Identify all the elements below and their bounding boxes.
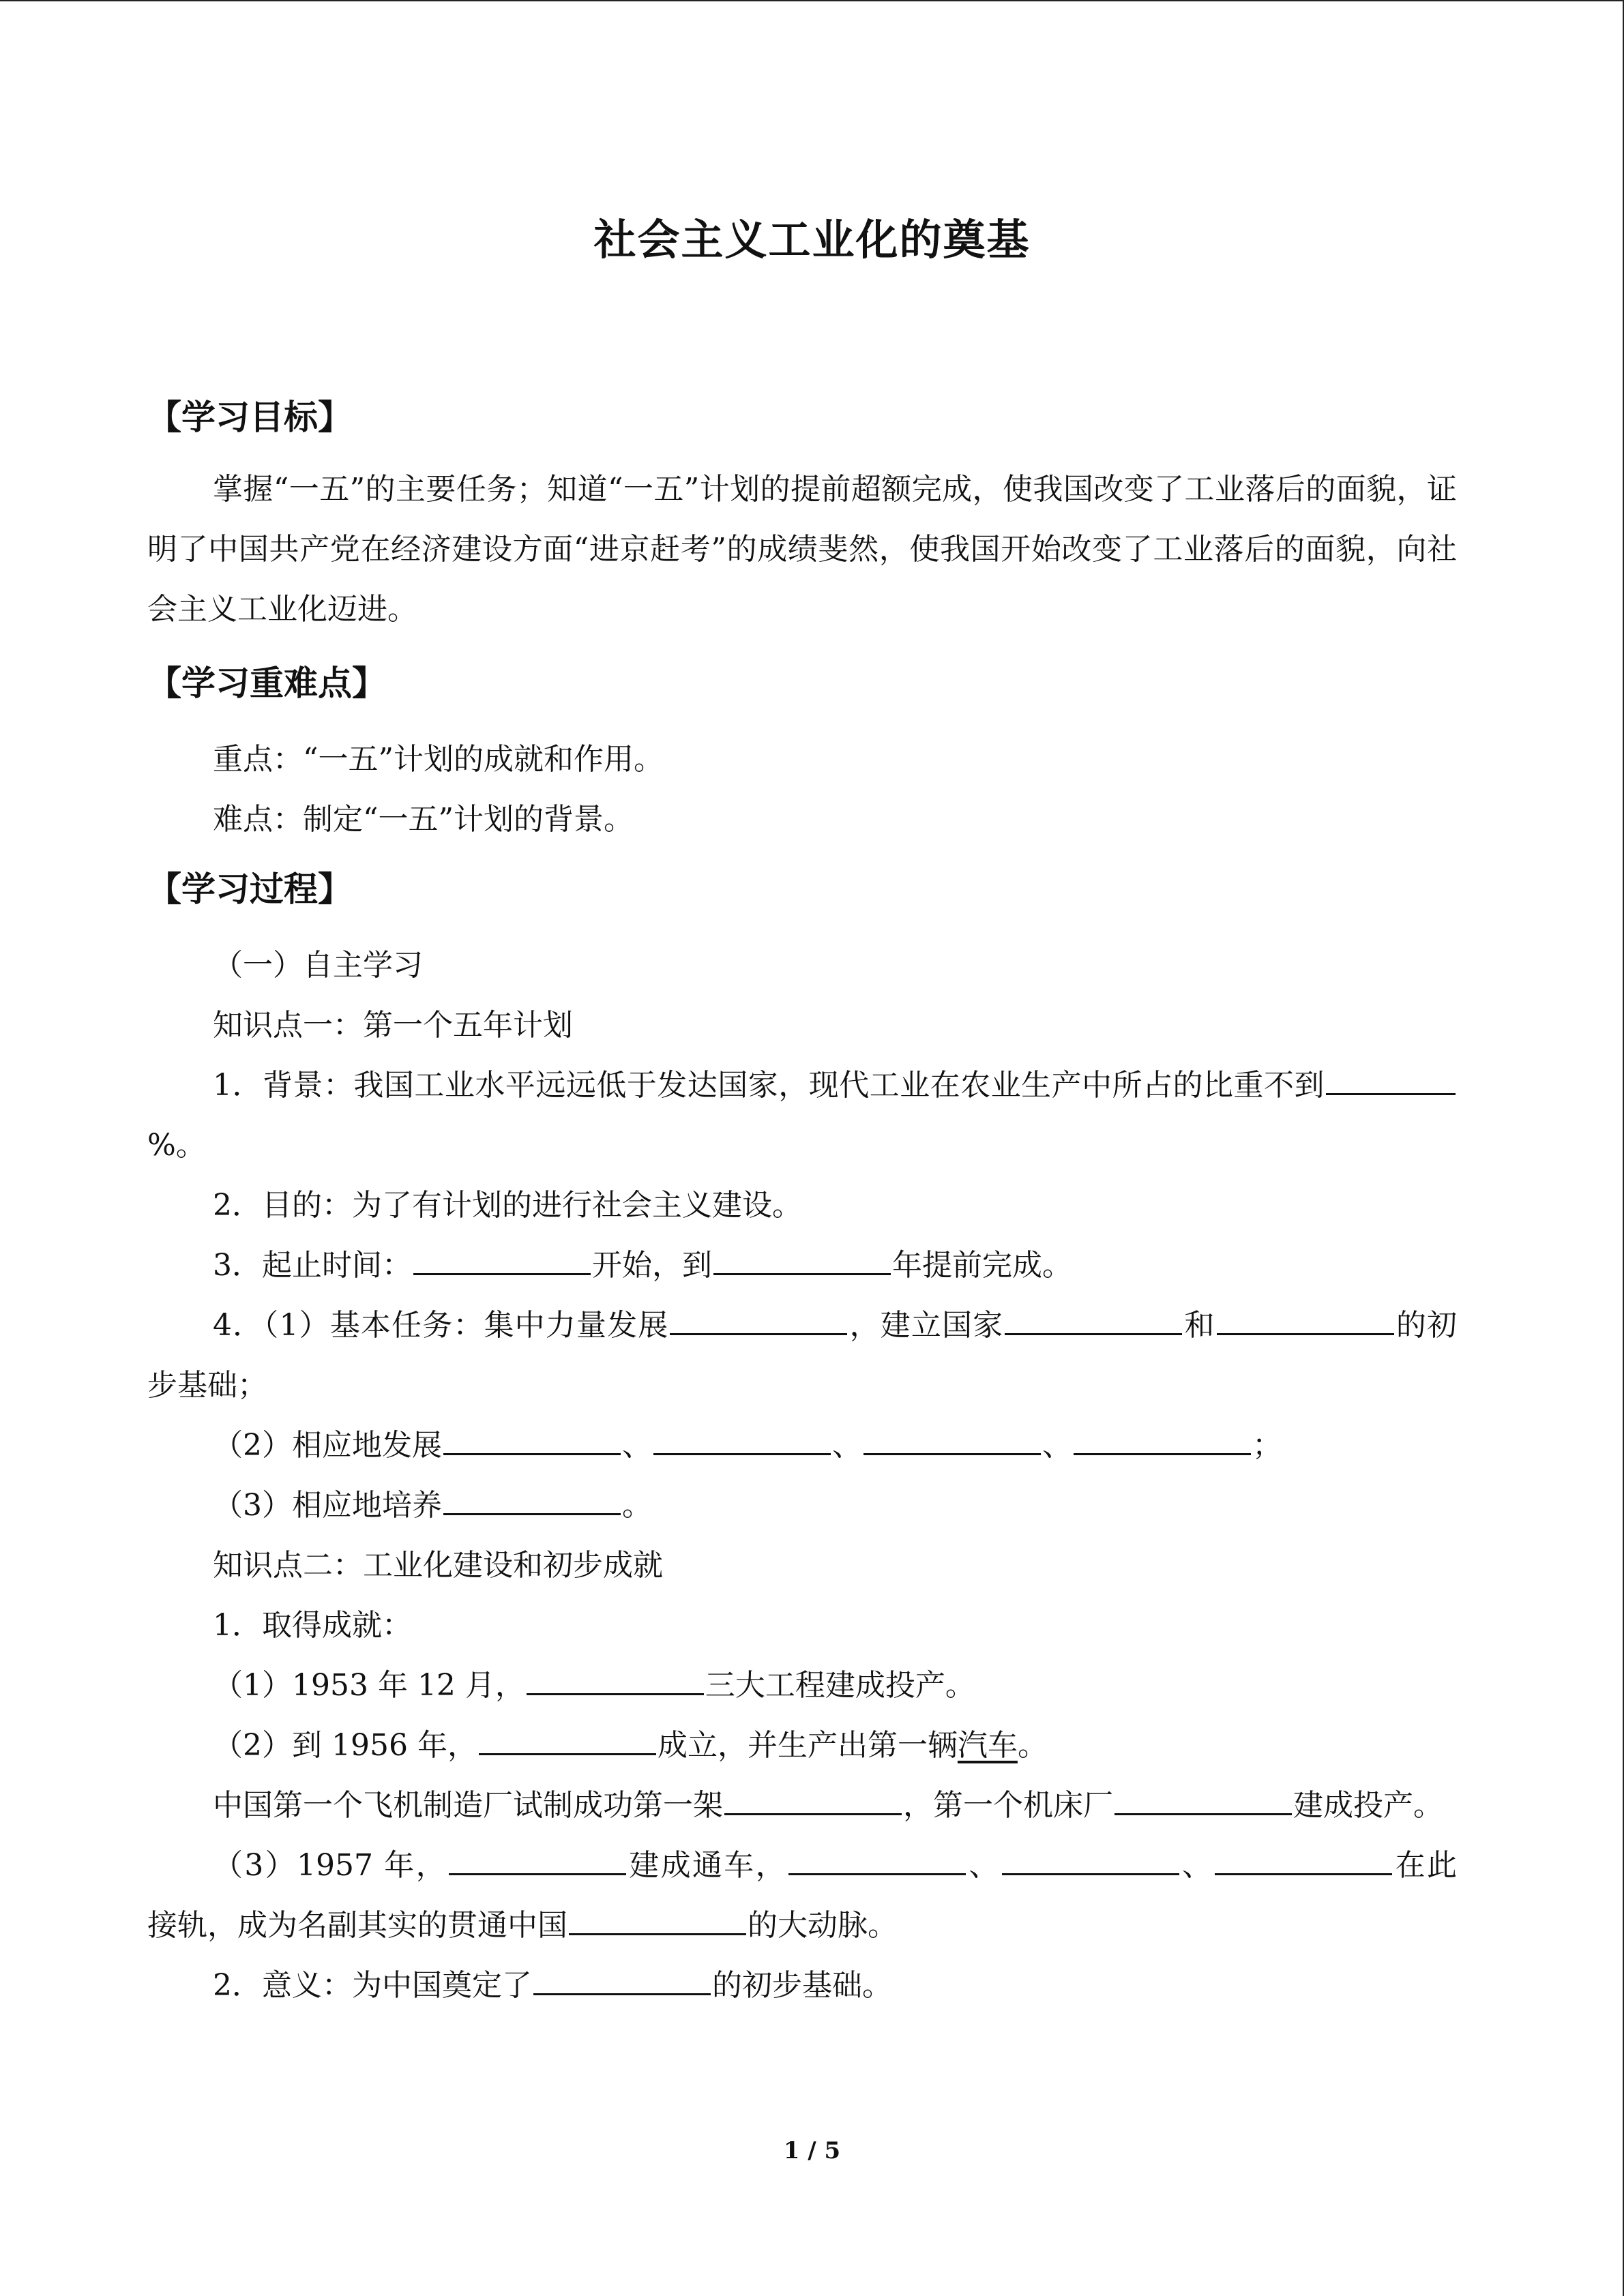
kp2-item1-2-text: 成立，并生产出第一辆 <box>657 1728 958 1763</box>
kp2-item1-1 <box>147 1656 1457 1716</box>
kp2-item2-text: 2．意义：为中国奠定了 <box>213 1968 532 2003</box>
page-title: 社会主义工业化的奠基 <box>593 215 1031 265</box>
kp1-item4-3-text: （3）相应地培养 <box>213 1488 442 1523</box>
kp1-item4-text: ，建立国家 <box>848 1308 1004 1343</box>
kp1-item4-text: 4．（1）基本任务：集中力量发展 <box>213 1308 669 1343</box>
part1-title: （一）自主学习 <box>213 948 423 983</box>
kp2-item1-3-text: 的大动脉。 <box>748 1908 898 1943</box>
fill-blank[interactable] <box>788 1839 966 1875</box>
kp2-title: 知识点二：工业化建设和初步成就 <box>213 1548 663 1583</box>
kp2-item2 <box>147 1956 1457 2016</box>
kp2-item1: 1．取得成就： <box>213 1608 412 1643</box>
kp2-item1-2d <box>147 1776 1457 1836</box>
objectives-heading: 【学习目标】 <box>147 398 352 437</box>
fill-blank[interactable] <box>713 1239 891 1275</box>
fill-blank[interactable] <box>413 1239 591 1275</box>
fill-blank[interactable] <box>1215 1839 1392 1875</box>
kp2-item1-2-text: （2）到 1956 年， <box>213 1728 477 1763</box>
kp1-item4-text: 的初步基础； <box>147 1308 1458 1403</box>
kp1-item4-2-text: （2）相应地发展 <box>213 1428 442 1463</box>
kp2-item1-3-text: 建成通车， <box>627 1848 787 1883</box>
kp2-item1-2 <box>147 1716 1457 1776</box>
kp2-item1-2-end: 。 <box>1017 1728 1048 1763</box>
separator: 、 <box>1180 1848 1214 1883</box>
kp1-item4-3 <box>147 1476 1457 1536</box>
kp2-item1-3-text: 在此接轨，成为名副其实的贯通中国 <box>147 1848 1457 1943</box>
kp1-item3-text: 开始，到 <box>592 1248 712 1283</box>
process-heading: 【学习过程】 <box>147 869 352 909</box>
kp1-item4-3-end: 。 <box>622 1488 652 1523</box>
fill-blank[interactable] <box>443 1479 621 1515</box>
separator: 、 <box>832 1428 862 1463</box>
fill-blank[interactable] <box>449 1839 626 1875</box>
kp2-item1-1-text: 三大工程建成投产。 <box>705 1668 975 1703</box>
section-objectives <box>147 383 1457 640</box>
kp1-item3 <box>147 1236 1457 1296</box>
kp1-item4-text: 和 <box>1183 1308 1215 1343</box>
separator: 、 <box>622 1428 652 1463</box>
kp2-item1-3 <box>147 1836 1457 1956</box>
kp1-item1-unit: %。 <box>147 1128 206 1163</box>
fill-blank[interactable] <box>443 1419 621 1455</box>
kp1-title: 知识点一：第一个五年计划 <box>213 1008 573 1043</box>
kp2-item2-text: 的初步基础。 <box>712 1968 892 2003</box>
separator: 、 <box>966 1848 1001 1883</box>
fill-blank[interactable] <box>1002 1839 1179 1875</box>
fill-blank[interactable] <box>1217 1299 1394 1335</box>
fill-blank[interactable] <box>1074 1419 1251 1455</box>
difficulty-text: 难点：制定“一五”计划的背景。 <box>213 802 634 837</box>
kp1-item1 <box>147 1056 1457 1176</box>
fill-blank[interactable] <box>1005 1299 1182 1335</box>
focus-text: 重点：“一五”计划的成就和作用。 <box>213 742 664 777</box>
fill-blank[interactable] <box>1114 1779 1292 1815</box>
fill-blank[interactable] <box>533 1959 711 1995</box>
kp1-item4-2 <box>147 1416 1457 1476</box>
kp1-item1-text: 1．背景：我国工业水平远远低于发达国家，现代工业在农业生产中所占的比重不到 <box>213 1068 1325 1103</box>
fill-blank[interactable] <box>569 1899 746 1935</box>
objectives-text: 掌握“一五”的主要任务；知道“一五”计划的提前超额完成，使我国改变了工业落后的面貌，证明了中国共产党在经济建设方面“进京赶考”的成绩斐然，使我国开始改变了工业落后的面貌，向社会主义工业化迈进。 <box>147 472 1458 627</box>
fill-blank[interactable] <box>724 1779 902 1815</box>
kp1-item4 <box>147 1296 1457 1416</box>
key-points-heading: 【学习重难点】 <box>147 664 386 703</box>
kp2-item1-2d-text: 中国第一个飞机制造厂试制成功第一架 <box>213 1788 723 1823</box>
kp2-item1-1-text: （1）1953 年 12 月， <box>213 1668 525 1703</box>
fill-blank[interactable] <box>670 1299 847 1335</box>
fill-blank[interactable] <box>527 1659 704 1695</box>
kp2-item1-2d-text: 建成投产。 <box>1293 1788 1443 1823</box>
page-number: 1 / 5 <box>783 2137 841 2164</box>
kp1-item2: 2．目的：为了有计划的进行社会主义建设。 <box>213 1188 802 1223</box>
fill-blank[interactable] <box>1326 1059 1456 1095</box>
fill-blank[interactable] <box>653 1419 831 1455</box>
kp2-item1-2d-text: ，第一个机床厂 <box>903 1788 1113 1823</box>
fill-blank[interactable] <box>479 1719 656 1755</box>
kp2-item1-3-text: （3）1957 年， <box>213 1848 447 1883</box>
kp1-item3-text: 3．起止时间： <box>213 1248 412 1283</box>
fill-blank[interactable] <box>863 1419 1041 1455</box>
separator: 、 <box>1042 1428 1072 1463</box>
section-process <box>147 855 1457 2016</box>
underlined-word: 汽车 <box>957 1728 1018 1763</box>
kp1-item4-2-end: ； <box>1252 1428 1282 1463</box>
section-key-points <box>147 649 1457 850</box>
kp1-item3-text: 年提前完成。 <box>892 1248 1072 1283</box>
